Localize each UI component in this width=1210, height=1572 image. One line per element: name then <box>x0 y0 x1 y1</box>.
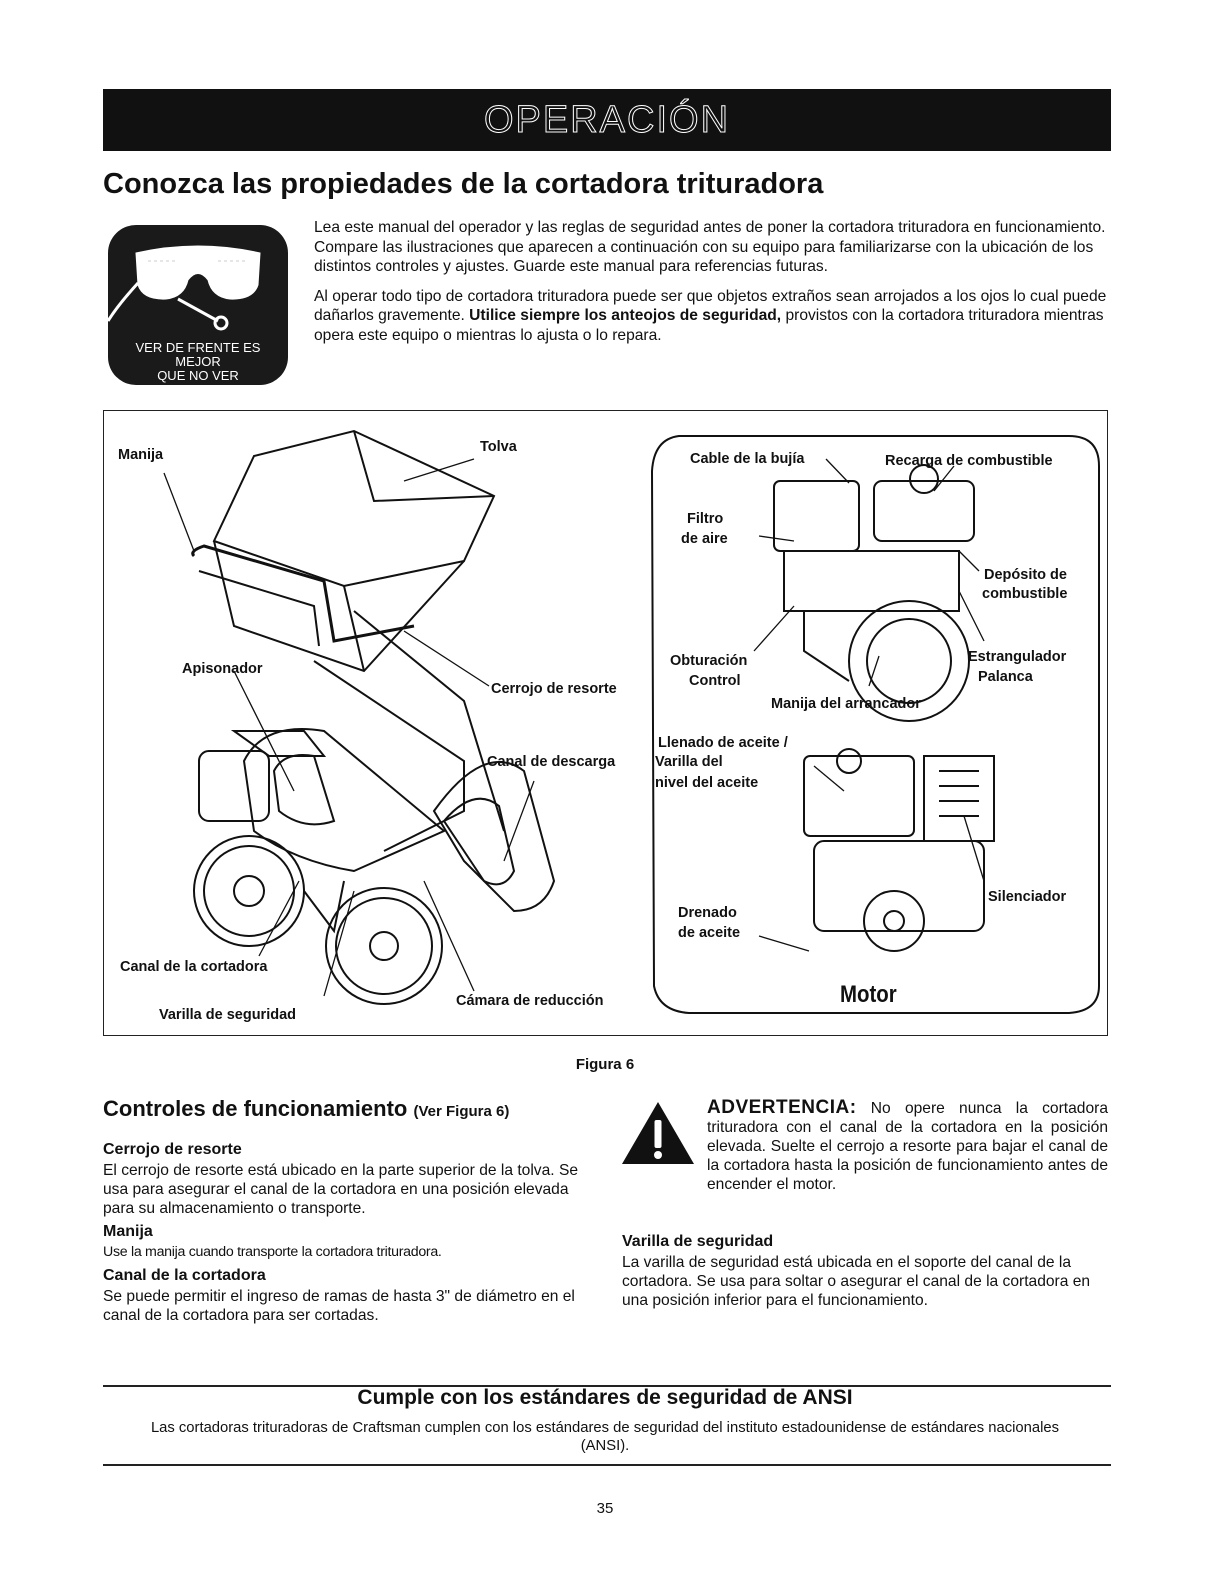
label-cable-bujia: Cable de la bujía <box>690 451 805 467</box>
cerrojo-text: El cerrojo de resorte está ubicado en la parte superior de la tolva. Se usa para asegurar el canal de la cortadora en una posición elevada para su almacenamiento o transporte. <box>103 1162 579 1217</box>
label-estrangulador-2: Palanca <box>978 669 1033 685</box>
manija-heading: Manija <box>103 1223 153 1240</box>
chipper-illustration <box>104 411 1106 1034</box>
label-obturacion-1: Obturación <box>670 653 748 669</box>
controls-right-column <box>622 1230 1110 1314</box>
label-deposito-2: combustible <box>982 586 1068 602</box>
varilla-heading: Varilla de seguridad <box>622 1233 774 1250</box>
label-recarga: Recarga de combustible <box>885 453 1053 469</box>
label-filtro-1: Filtro <box>687 511 724 527</box>
label-camara: Cámara de reducción <box>456 993 604 1009</box>
varilla-text: La varilla de seguridad está ubicada en el soporte del canal de la cortadora. Se usa para soltar o asegurar el canal de la cortadora en una posición inferior para el funcionamiento. <box>622 1254 1091 1309</box>
label-deposito-1: Depósito de <box>984 567 1067 583</box>
figure-caption: Figura 6 <box>575 1056 635 1073</box>
manija-text: Use la manija cuando transporte la cortadora trituradora. <box>103 1244 442 1260</box>
controls-left-column <box>103 1138 583 1329</box>
label-manija: Manija <box>118 447 164 463</box>
intro-text <box>314 218 1110 355</box>
label-drenado-2: de aceite <box>678 925 741 941</box>
safety-glasses-badge <box>108 225 288 385</box>
warning-triangle-icon <box>620 1100 696 1166</box>
label-manija-arrancador: Manija del arrancador <box>771 696 921 712</box>
label-estrangulador-1: Estrangulador <box>968 649 1067 665</box>
label-llenado-2: Varilla del <box>655 754 723 770</box>
label-filtro-2: de aire <box>681 531 728 547</box>
label-tolva: Tolva <box>480 439 517 455</box>
label-apisonador: Apisonador <box>182 661 263 677</box>
intro-paragraph-2: Al operar todo tipo de cortadora trituradora puede ser que objetos extraños sean arrojados a los ojos lo cual puede dañarlos gravemente. Utilice siempre los anteojos de seguridad, provistos con la cortadora trituradora mientras opera este equipo o mientras lo ajusta o lo repara. <box>314 287 1107 344</box>
label-canal-cortadora: Canal de la cortadora <box>120 959 268 975</box>
label-obturacion-2: Control <box>689 673 741 689</box>
badge-line2: MEJOR <box>175 354 221 369</box>
intro-paragraph-1: Lea este manual del operador y las reglas de seguridad antes de poner la cortadora trituradora en funcionamiento. Compare las ilustraciones que aparecen a continuación con su equipo para familiarizarse con la ubicación de los distintos controles y ajustes. Guarde este manual para referencias futuras. <box>314 219 1106 275</box>
ansi-text: Las cortadoras trituradoras de Craftsman cumplen con los estándares de seguridad del instituto estadounidense de estándares nacionales (ANSI). <box>150 1420 1060 1454</box>
badge-line3: QUE NO VER <box>157 368 239 383</box>
controls-title: Controles de funcionamiento (Ver Figura 6) <box>103 1096 510 1121</box>
label-drenado-1: Drenado <box>678 905 737 921</box>
cerrojo-heading: Cerrojo de resorte <box>103 1141 242 1158</box>
warning-text: ADVERTENCIA: No opere nunca la cortadora trituradora con el canal de la cortadora en la posición elevada. Suelte el cerrojo a resorte para bajar el canal de la cortadora hasta la posición de funcionamiento antes de encender el motor. <box>707 1097 1108 1193</box>
label-varilla: Varilla de seguridad <box>159 1007 296 1023</box>
figure-6 <box>103 410 1108 1036</box>
label-llenado-1: Llenado de aceite / <box>658 735 788 751</box>
divider-bottom <box>103 1464 1111 1466</box>
label-motor: Motor <box>840 981 897 1008</box>
label-canal-descarga: Canal de descarga <box>487 754 616 770</box>
ansi-title: Cumple con los estándares de seguridad de ANSI <box>357 1386 853 1409</box>
page-number: 35 <box>596 1500 614 1517</box>
badge-line1: VER DE FRENTE ES <box>135 340 261 355</box>
canal-text: Se puede permitir el ingreso de ramas de hasta 3" de diámetro en el canal de la cortadora para ser cortadas. <box>103 1288 575 1324</box>
label-llenado-3: nivel del aceite <box>655 775 759 791</box>
label-cerrojo: Cerrojo de resorte <box>491 681 617 697</box>
section-banner-text: OPERACIÓN <box>483 98 731 141</box>
section-banner <box>103 89 1111 151</box>
canal-heading: Canal de la cortadora <box>103 1267 266 1284</box>
page-title: Conozca las propiedades de la cortadora trituradora <box>103 168 824 200</box>
label-silenciador: Silenciador <box>988 889 1067 905</box>
